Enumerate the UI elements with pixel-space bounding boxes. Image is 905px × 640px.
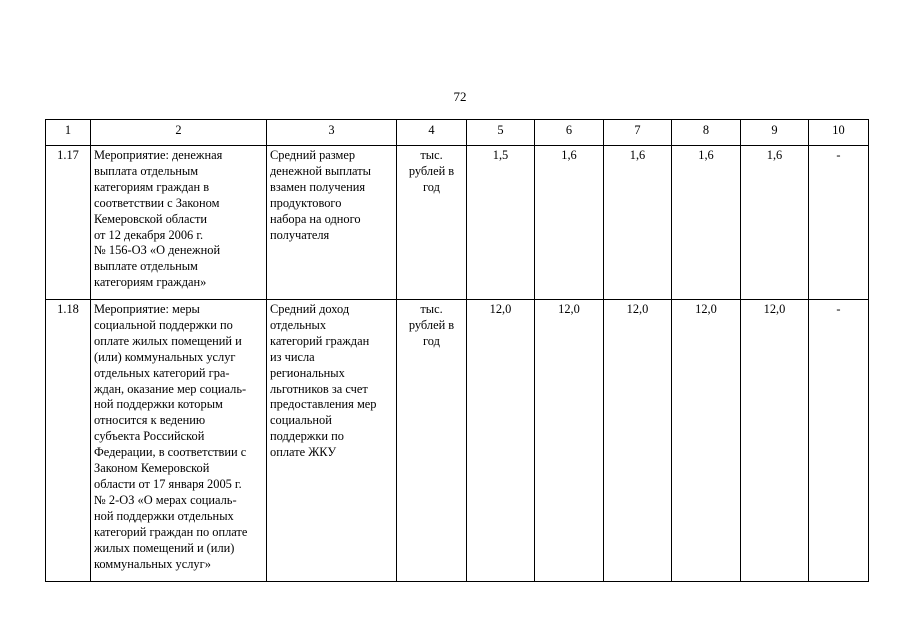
measure-line: категорий граждан по оплате: [94, 524, 248, 539]
measure-line: относится к ведению: [94, 413, 206, 428]
indicator-line: взамен получения: [270, 179, 366, 194]
measure-line: категориям граждан»: [94, 275, 207, 290]
measure-line: Законом Кемеровской: [94, 461, 210, 476]
value-cell: -: [809, 146, 869, 300]
indicator-line: оплате ЖКУ: [270, 445, 337, 460]
row-number: 1.17: [46, 146, 91, 300]
table-header-row: [46, 120, 869, 146]
indicator-line: денежной выплаты: [270, 163, 371, 178]
measure-line: категориям граждан в: [94, 179, 210, 194]
measure-line: области от 17 января 2005 г.: [94, 476, 242, 491]
measure-line: оплате жилых помещений и: [94, 333, 242, 348]
table-row: [46, 300, 869, 582]
unit-line: рублей в: [408, 163, 455, 178]
measure-line: ной поддержки отдельных: [94, 508, 234, 523]
value-cell: 12,0: [604, 300, 672, 582]
measure-line: ждан, оказание мер социаль-: [94, 381, 247, 396]
unit-cell: [397, 300, 467, 582]
indicator-line: предоставления мер: [270, 397, 377, 412]
data-table: [45, 119, 869, 582]
measure-cell: [91, 146, 267, 300]
value-cell: 12,0: [535, 300, 604, 582]
measure-line: ной поддержки которым: [94, 397, 223, 412]
value-cell: 1,5: [467, 146, 535, 300]
measure-line: Мероприятие: меры: [94, 302, 200, 316]
value-cell: 12,0: [467, 300, 535, 582]
unit-line: год: [423, 333, 440, 348]
value-cell: 12,0: [741, 300, 809, 582]
unit-line: рублей в: [408, 317, 455, 332]
indicator-line: продуктового: [270, 195, 342, 210]
row-number: 1.18: [46, 300, 91, 582]
unit-cell: [397, 146, 467, 300]
indicator-line: категорий граждан: [270, 333, 370, 348]
measure-cell: [91, 300, 267, 582]
measure-line: отдельных категорий гра-: [94, 365, 230, 380]
measure-line: (или) коммунальных услуг: [94, 349, 236, 364]
measure-line: Федерации, в соответствии с: [94, 445, 247, 460]
table-row: [46, 146, 869, 300]
measure-line: Мероприятие: денежная: [94, 148, 223, 162]
measure-line: от 12 декабря 2006 г.: [94, 227, 204, 242]
indicator-cell: [267, 300, 397, 582]
value-cell: 1,6: [741, 146, 809, 300]
measure-line: социальной поддержки по: [94, 317, 233, 332]
column-header: 3: [267, 120, 397, 146]
indicator-line: региональных: [270, 365, 345, 380]
measure-line: коммунальных услуг»: [94, 556, 211, 571]
measure-line: выплате отдельным: [94, 259, 198, 274]
value-cell: -: [809, 300, 869, 582]
indicator-line: поддержки по: [270, 429, 344, 444]
column-header: 2: [91, 120, 267, 146]
column-header: 9: [741, 120, 809, 146]
measure-line: соответствии с Законом: [94, 195, 220, 210]
indicator-line: отдельных: [270, 317, 327, 332]
measure-line: Кемеровской области: [94, 211, 208, 226]
column-header: 1: [46, 120, 91, 146]
value-cell: 1,6: [604, 146, 672, 300]
column-header: 8: [672, 120, 741, 146]
value-cell: 1,6: [672, 146, 741, 300]
indicator-line: набора на одного: [270, 211, 361, 226]
indicator-line: из числа: [270, 349, 315, 364]
page-number: 72: [453, 89, 467, 104]
measure-line: субъекта Российской: [94, 429, 205, 444]
column-header: 6: [535, 120, 604, 146]
indicator-line: льготников за счет: [270, 381, 368, 396]
column-header: 7: [604, 120, 672, 146]
column-header: 10: [809, 120, 869, 146]
indicator-line: Средний размер: [270, 148, 356, 162]
measure-line: № 156-ОЗ «О денежной: [94, 243, 221, 258]
measure-line: № 2-ОЗ «О мерах социаль-: [94, 492, 237, 507]
indicator-line: Средний доход: [270, 302, 350, 316]
value-cell: 12,0: [672, 300, 741, 582]
unit-line: год: [423, 179, 440, 194]
indicator-cell: [267, 146, 397, 300]
indicator-line: социальной: [270, 413, 332, 428]
measure-line: жилых помещений и (или): [94, 540, 235, 555]
value-cell: 1,6: [535, 146, 604, 300]
measure-line: выплата отдельным: [94, 163, 199, 178]
column-header: 5: [467, 120, 535, 146]
unit-line: тыс.: [420, 302, 443, 316]
column-header: 4: [397, 120, 467, 146]
unit-line: тыс.: [420, 148, 443, 162]
indicator-line: получателя: [270, 227, 330, 242]
